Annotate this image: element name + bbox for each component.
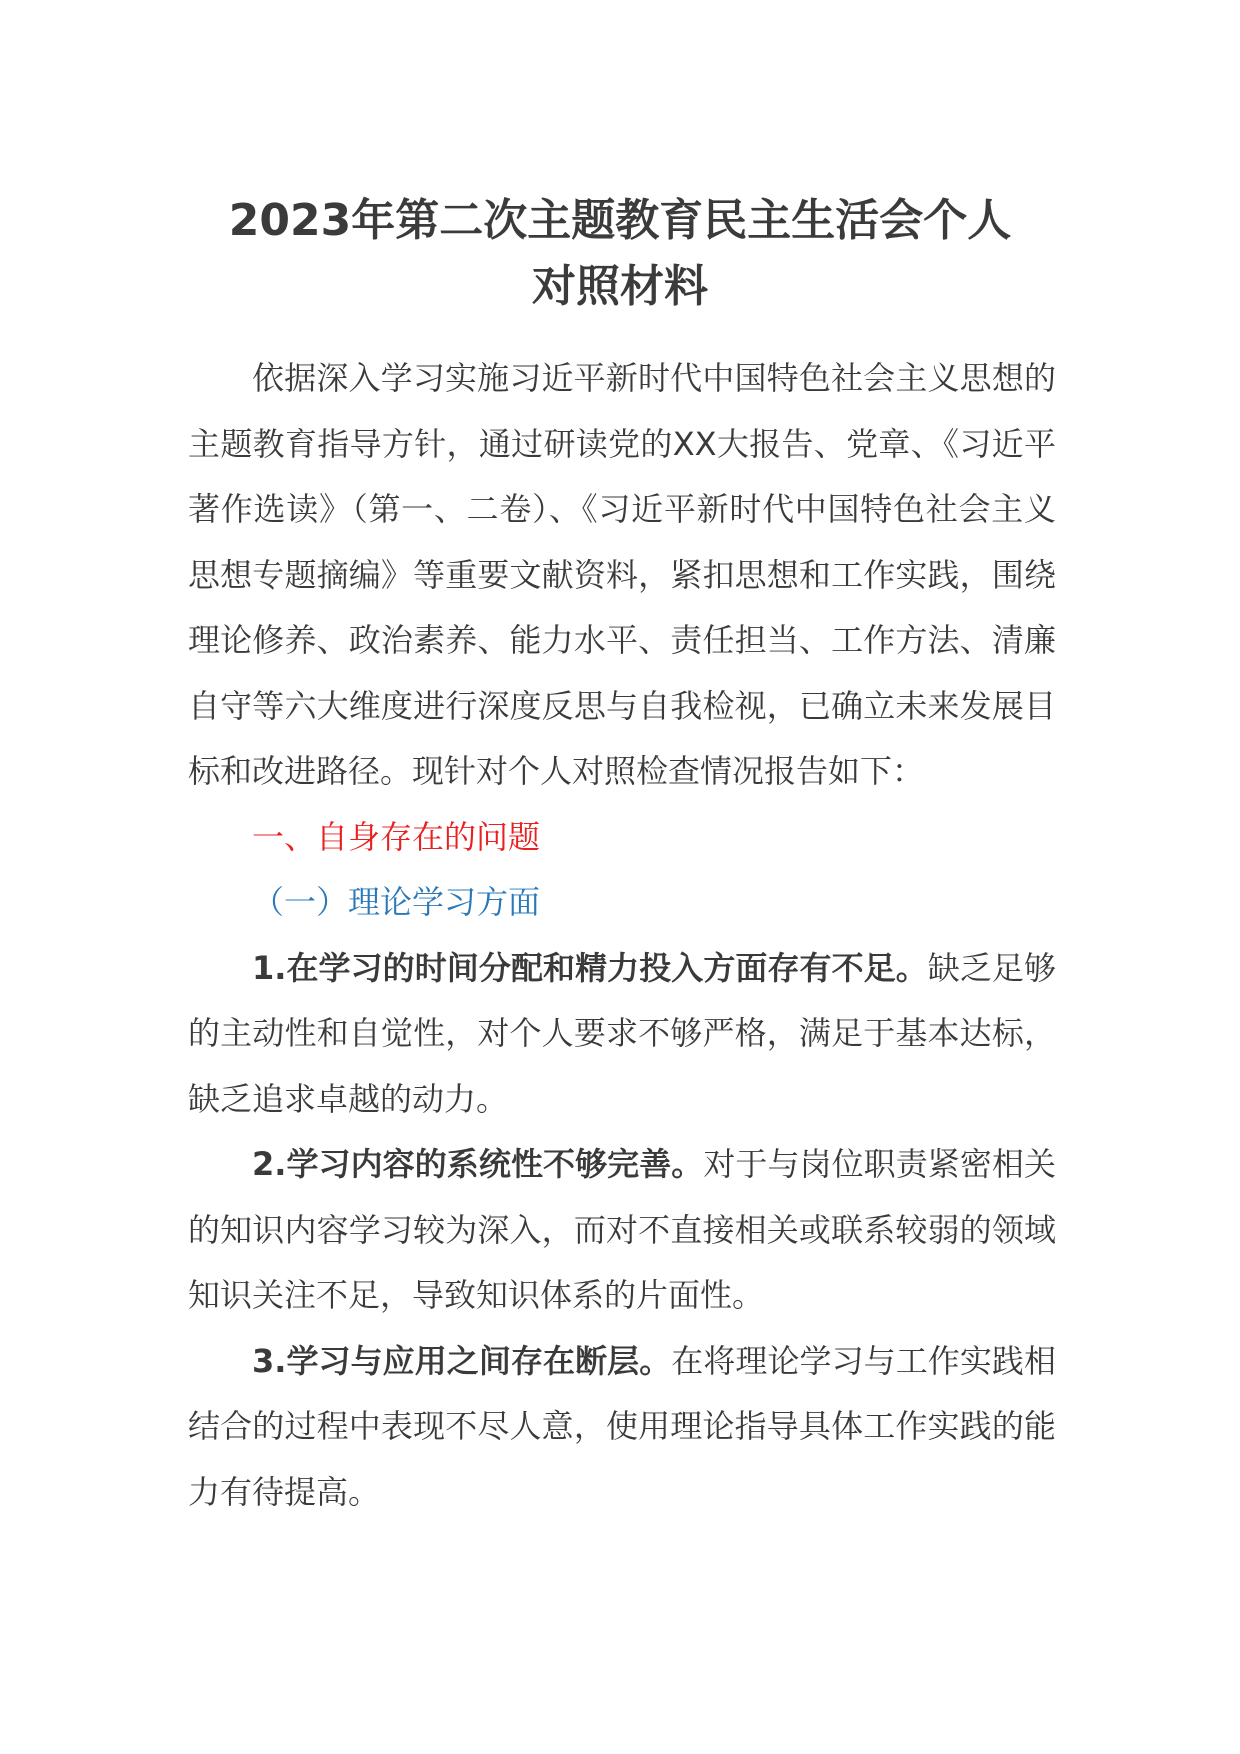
document-title (150, 188, 1090, 320)
section-heading: 一、自身存在的问题 (252, 817, 541, 856)
document-body (188, 346, 1056, 1525)
issue-item (188, 936, 1056, 1133)
issue-item-title: 1.在学习的时间分配和精力投入方面存有不足。 (252, 948, 928, 987)
issue-item (188, 1132, 1056, 1329)
issue-item-title: 2.学习内容的系统性不够完善。 (252, 1145, 704, 1183)
subsection-heading: （一）理论学习方面 (252, 883, 541, 921)
issue-item-title: 3.学习与应用之间存在断层。 (252, 1341, 672, 1380)
issue-item-text: 对于与岗位职责紧密相关的知识内容学习较为深入，而对不直接相关或联系较弱的领域知识关注不足，导致知识体系的片面性。 (188, 1145, 1056, 1314)
issue-item (188, 1329, 1056, 1526)
issue-item-text: 缺乏足够的主动性和自觉性，对个人要求不够严格，满足于基本达标，缺乏追求卓越的动力。 (188, 948, 1056, 1118)
title-line-1: 2023年第二次主题教育民主生活会个人 (228, 195, 1012, 246)
intro-paragraph: 依据深入学习实施习近平新时代中国特色社会主义思想的主题教育指导方针，通过研读党的XX大报告、党章、《习近平著作选读》（第一、二卷）、《习近平新时代中国特色社会主义思想专题摘编》等重要文献资料，紧扣思想和工作实践，围绕理论修养、政治素养、能力水平、责任担当、工作方法、清廉自守等六大维度进行深度反思与自我检视，已确立未来发展目标和改进路径。现针对个人对照检查情况报告如下： (188, 359, 1056, 790)
issue-item-text: 在将理论学习与工作实践相结合的过程中表现不尽人意，使用理论指导具体工作实践的能力有待提高。 (188, 1341, 1056, 1511)
title-line-2: 对照材料 (532, 261, 708, 312)
